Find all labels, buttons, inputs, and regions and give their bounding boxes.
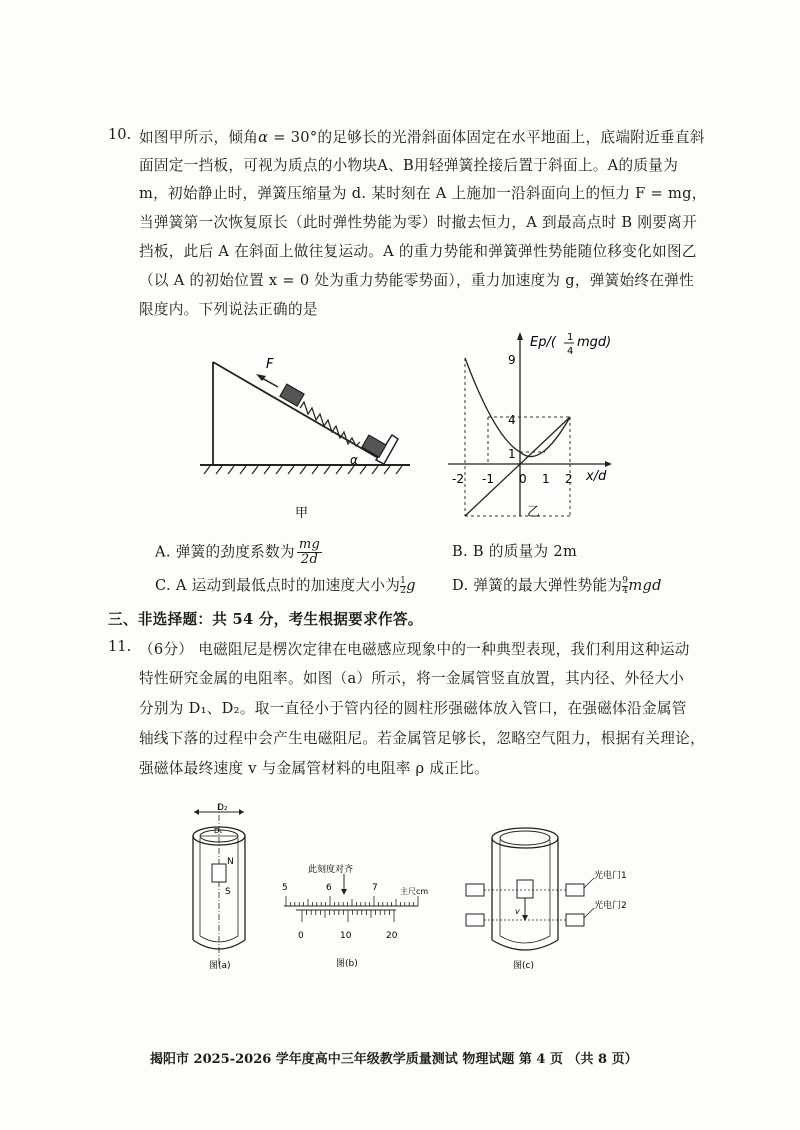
x-tick-neg1: -1 <box>482 472 494 486</box>
align-label: 此刻度对齐 <box>308 865 354 875</box>
d2-label: D₂ <box>217 803 228 813</box>
x-tick-2: 2 <box>565 472 573 486</box>
n-pole: N <box>227 857 234 867</box>
main-tick-6: 6 <box>326 883 332 893</box>
angle-label: α <box>350 453 358 467</box>
figure-jia <box>200 350 420 520</box>
q10-line6: （以 A 的初始位置 x = 0 处为重力势能零势面），重力加速度为 g，弹簧始终在弹性 <box>139 272 694 289</box>
q10-alpha: α <box>258 129 269 146</box>
q10-line4: 当弹簧第一次恢复原长（此时弹性势能为零）时撤去恒力，A 到最高点时 B 刚要离开 <box>139 214 697 231</box>
figure-yi <box>440 328 640 528</box>
x-tick-0: 0 <box>519 472 527 486</box>
fig-yi-caption: 乙 <box>527 505 541 520</box>
y-frac-num: 1 <box>567 332 574 343</box>
y-frac-den: 4 <box>567 346 574 357</box>
x-tick-neg2: -2 <box>452 472 464 486</box>
option-d-den: 4 <box>622 585 629 596</box>
q10-line1b: = 30°的足够长的光滑斜面体固定在水平地面上，底端附近垂直斜 <box>268 129 705 146</box>
fig-c-caption: 图(c) <box>513 961 534 971</box>
photogate-1-label: 光电门1 <box>594 871 627 881</box>
option-a-text: A. 弹簧的劲度系数为 <box>155 543 295 561</box>
x-axis-label: x/d <box>586 469 607 484</box>
vernier-tick-20: 20 <box>386 931 398 941</box>
figure-a <box>180 800 270 970</box>
y-tick-1: 1 <box>508 447 516 461</box>
q10-number: 10. <box>108 126 132 143</box>
d1-label: D₁ <box>214 827 223 835</box>
y-axis-label: Ep/( <box>530 335 556 350</box>
section-3-heading: 三、非选择题：共 54 分，考生根据要求作答。 <box>108 611 423 628</box>
option-d-post: mgd <box>628 577 662 594</box>
option-d-text: D. 弹簧的最大弹性势能为 <box>452 577 623 594</box>
page-footer: 揭阳市 2025-2026 学年度高中三年级教学质量测试 物理试题 第 4 页 （共 8 页） <box>150 1052 638 1067</box>
q11-line3: 分别为 D₁、D₂。取一直径小于管内径的圆柱形强磁体放入管口，在强磁体沿金属管 <box>139 700 687 717</box>
q10-line5: 挡板，此后 A 在斜面上做往复运动。A 的重力势能和弹簧弹性势能随位移变化如图乙 <box>139 243 697 260</box>
y-tick-4: 4 <box>508 413 516 427</box>
force-label: F <box>266 357 274 372</box>
figure-c <box>460 822 640 972</box>
option-a-num: mg <box>298 537 321 552</box>
option-b: B. B 的质量为 2m <box>452 543 578 560</box>
option-a <box>155 538 324 567</box>
option-c-num: 1 <box>400 575 407 586</box>
fig-a-caption: 图(a) <box>209 961 231 970</box>
fig-jia-caption: 甲 <box>295 506 309 520</box>
option-c <box>155 574 416 596</box>
q11-line1: （6分） 电磁阻尼是楞次定律在电磁感应现象中的一种典型表现，我们利用这种运动 <box>139 641 690 658</box>
option-c-text: C. A 运动到最低点时的加速度大小为 <box>155 577 401 594</box>
q11-line2: 特性研究金属的电阻率。如图（a）所示，将一金属管竖直放置，其内径、外径大小 <box>139 670 685 687</box>
option-d <box>452 574 662 596</box>
y-axis-unit: mgd) <box>577 335 612 350</box>
vernier-tick-10: 10 <box>340 931 352 941</box>
q10-line2: 面固定一挡板，可视为质点的小物块A、B用轻弹簧拴接后置于斜面上。A的质量为 <box>139 157 679 174</box>
q10-line7: 限度内。下列说法正确的是 <box>139 301 318 318</box>
fig-b-caption: 图(b) <box>336 959 358 968</box>
q10-line1a: 如图甲所示，倾角 <box>139 129 259 146</box>
s-pole: S <box>225 887 231 897</box>
x-tick-1: 1 <box>542 472 550 486</box>
option-a-den: 2d <box>300 552 319 567</box>
q10-line3: m，初始静止时，弹簧压缩量为 d. 某时刻在 A 上施加一沿斜面向上的恒力 F = mg， <box>139 185 707 202</box>
vernier-tick-0: 0 <box>298 931 304 941</box>
main-tick-7: 7 <box>372 883 378 893</box>
main-tick-5: 5 <box>282 883 288 893</box>
y-tick-9: 9 <box>508 353 516 367</box>
photogate-2-label: 光电门2 <box>594 901 627 911</box>
velocity-label: v <box>515 907 520 916</box>
q11-number: 11. <box>108 638 132 655</box>
q11-line4: 轴线下落的过程中会产生电磁阻尼。若金属管足够长，忽略空气阻力，根据有关理论， <box>139 730 705 747</box>
option-c-post: g <box>406 577 416 594</box>
q10-line1 <box>139 126 705 147</box>
option-c-den: 2 <box>400 585 407 596</box>
main-scale-label: 主尺cm <box>400 887 429 896</box>
q11-line5: 强磁体最终速度 v 与金属管材料的电阻率 ρ 成正比。 <box>139 760 489 777</box>
option-d-num: 9 <box>622 575 629 586</box>
figure-b <box>278 858 438 968</box>
